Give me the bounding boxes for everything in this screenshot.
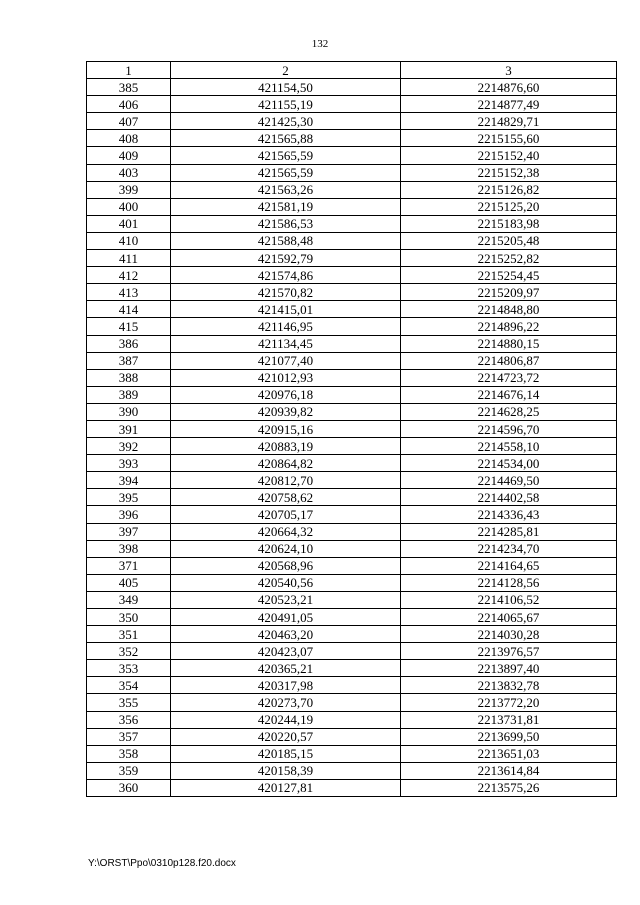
y-coordinate-cell: 2215126,82 <box>401 181 617 198</box>
x-coordinate-cell: 421146,95 <box>171 318 401 335</box>
point-number-cell: 349 <box>87 591 171 608</box>
x-coordinate-cell: 421586,53 <box>171 215 401 232</box>
point-number-cell: 401 <box>87 215 171 232</box>
y-coordinate-cell: 2214336,43 <box>401 506 617 523</box>
y-coordinate-cell: 2215183,98 <box>401 215 617 232</box>
y-coordinate-cell: 2214596,70 <box>401 420 617 437</box>
table-row <box>87 455 617 472</box>
point-number-cell: 353 <box>87 660 171 677</box>
point-number-cell: 411 <box>87 250 171 267</box>
x-coordinate-cell: 421581,19 <box>171 198 401 215</box>
x-coordinate-cell: 421415,01 <box>171 301 401 318</box>
x-coordinate-cell: 421012,93 <box>171 369 401 386</box>
x-coordinate-cell: 421592,79 <box>171 250 401 267</box>
table-row <box>87 523 617 540</box>
x-coordinate-cell: 420244,19 <box>171 711 401 728</box>
y-coordinate-cell: 2215254,45 <box>401 267 617 284</box>
table-row <box>87 386 617 403</box>
point-number-cell: 413 <box>87 284 171 301</box>
point-number-cell: 395 <box>87 489 171 506</box>
table-row <box>87 540 617 557</box>
column-header-3: 3 <box>401 62 617 79</box>
point-number-cell: 357 <box>87 728 171 745</box>
y-coordinate-cell: 2213897,40 <box>401 660 617 677</box>
table-row <box>87 489 617 506</box>
table-body <box>87 79 617 797</box>
table-row <box>87 779 617 796</box>
point-number-cell: 355 <box>87 694 171 711</box>
y-coordinate-cell: 2214877,49 <box>401 96 617 113</box>
point-number-cell: 390 <box>87 403 171 420</box>
x-coordinate-cell: 420864,82 <box>171 455 401 472</box>
column-header-2: 2 <box>171 62 401 79</box>
x-coordinate-cell: 420523,21 <box>171 591 401 608</box>
point-number-cell: 386 <box>87 335 171 352</box>
y-coordinate-cell: 2215252,82 <box>401 250 617 267</box>
y-coordinate-cell: 2214880,15 <box>401 335 617 352</box>
y-coordinate-cell: 2214829,71 <box>401 113 617 130</box>
y-coordinate-cell: 2214876,60 <box>401 79 617 96</box>
table-row <box>87 232 617 249</box>
table-row <box>87 284 617 301</box>
table-row <box>87 96 617 113</box>
point-number-cell: 414 <box>87 301 171 318</box>
table-row <box>87 352 617 369</box>
x-coordinate-cell: 421155,19 <box>171 96 401 113</box>
x-coordinate-cell: 420939,82 <box>171 403 401 420</box>
x-coordinate-cell: 420883,19 <box>171 438 401 455</box>
table-row <box>87 694 617 711</box>
y-coordinate-cell: 2214558,10 <box>401 438 617 455</box>
point-number-cell: 400 <box>87 198 171 215</box>
point-number-cell: 399 <box>87 181 171 198</box>
x-coordinate-cell: 420491,05 <box>171 609 401 626</box>
y-coordinate-cell: 2214896,22 <box>401 318 617 335</box>
y-coordinate-cell: 2214285,81 <box>401 523 617 540</box>
x-coordinate-cell: 421154,50 <box>171 79 401 96</box>
point-number-cell: 358 <box>87 745 171 762</box>
point-number-cell: 352 <box>87 643 171 660</box>
table-row <box>87 762 617 779</box>
point-number-cell: 354 <box>87 677 171 694</box>
table-row <box>87 745 617 762</box>
table-row <box>87 267 617 284</box>
x-coordinate-cell: 421425,30 <box>171 113 401 130</box>
table-row <box>87 643 617 660</box>
table-row <box>87 557 617 574</box>
point-number-cell: 351 <box>87 626 171 643</box>
y-coordinate-cell: 2214676,14 <box>401 386 617 403</box>
point-number-cell: 371 <box>87 557 171 574</box>
y-coordinate-cell: 2213699,50 <box>401 728 617 745</box>
point-number-cell: 388 <box>87 369 171 386</box>
y-coordinate-cell: 2214128,56 <box>401 574 617 591</box>
y-coordinate-cell: 2213731,81 <box>401 711 617 728</box>
x-coordinate-cell: 420185,15 <box>171 745 401 762</box>
point-number-cell: 410 <box>87 232 171 249</box>
x-coordinate-cell: 420664,32 <box>171 523 401 540</box>
x-coordinate-cell: 420540,56 <box>171 574 401 591</box>
x-coordinate-cell: 420463,20 <box>171 626 401 643</box>
point-number-cell: 360 <box>87 779 171 796</box>
x-coordinate-cell: 421134,45 <box>171 335 401 352</box>
table-row <box>87 506 617 523</box>
y-coordinate-cell: 2214402,58 <box>401 489 617 506</box>
table-row <box>87 318 617 335</box>
table-row <box>87 472 617 489</box>
x-coordinate-cell: 420976,18 <box>171 386 401 403</box>
y-coordinate-cell: 2213651,03 <box>401 745 617 762</box>
table-row <box>87 403 617 420</box>
y-coordinate-cell: 2215205,48 <box>401 232 617 249</box>
x-coordinate-cell: 420624,10 <box>171 540 401 557</box>
y-coordinate-cell: 2214164,65 <box>401 557 617 574</box>
table-row <box>87 728 617 745</box>
x-coordinate-cell: 420423,07 <box>171 643 401 660</box>
x-coordinate-cell: 421565,88 <box>171 130 401 147</box>
x-coordinate-cell: 421565,59 <box>171 164 401 181</box>
x-coordinate-cell: 421565,59 <box>171 147 401 164</box>
x-coordinate-cell: 420365,21 <box>171 660 401 677</box>
table-row <box>87 438 617 455</box>
y-coordinate-cell: 2213772,20 <box>401 694 617 711</box>
point-number-cell: 403 <box>87 164 171 181</box>
table-row <box>87 711 617 728</box>
y-coordinate-cell: 2213976,57 <box>401 643 617 660</box>
x-coordinate-cell: 420705,17 <box>171 506 401 523</box>
table-row <box>87 181 617 198</box>
table-row <box>87 79 617 96</box>
column-header-1: 1 <box>87 62 171 79</box>
x-coordinate-cell: 421563,26 <box>171 181 401 198</box>
table-row <box>87 335 617 352</box>
table-row <box>87 198 617 215</box>
y-coordinate-cell: 2213614,84 <box>401 762 617 779</box>
point-number-cell: 398 <box>87 540 171 557</box>
table-header-row <box>87 62 617 79</box>
point-number-cell: 391 <box>87 420 171 437</box>
x-coordinate-cell: 421570,82 <box>171 284 401 301</box>
table-row <box>87 626 617 643</box>
table-row <box>87 420 617 437</box>
y-coordinate-cell: 2213832,78 <box>401 677 617 694</box>
y-coordinate-cell: 2214848,80 <box>401 301 617 318</box>
point-number-cell: 394 <box>87 472 171 489</box>
x-coordinate-cell: 421588,48 <box>171 232 401 249</box>
table-row <box>87 250 617 267</box>
point-number-cell: 393 <box>87 455 171 472</box>
table-row <box>87 591 617 608</box>
table-row <box>87 369 617 386</box>
y-coordinate-cell: 2214030,28 <box>401 626 617 643</box>
x-coordinate-cell: 420273,70 <box>171 694 401 711</box>
point-number-cell: 409 <box>87 147 171 164</box>
footer-file-path: Y:\ORST\Ppo\0310p128.f20.docx <box>88 858 236 869</box>
y-coordinate-cell: 2214469,50 <box>401 472 617 489</box>
y-coordinate-cell: 2215209,97 <box>401 284 617 301</box>
y-coordinate-cell: 2214723,72 <box>401 369 617 386</box>
x-coordinate-cell: 420317,98 <box>171 677 401 694</box>
y-coordinate-cell: 2214234,70 <box>401 540 617 557</box>
table-row <box>87 147 617 164</box>
point-number-cell: 396 <box>87 506 171 523</box>
x-coordinate-cell: 421574,86 <box>171 267 401 284</box>
point-number-cell: 356 <box>87 711 171 728</box>
table-row <box>87 164 617 181</box>
table-row <box>87 574 617 591</box>
y-coordinate-cell: 2214806,87 <box>401 352 617 369</box>
point-number-cell: 412 <box>87 267 171 284</box>
table-row <box>87 113 617 130</box>
point-number-cell: 408 <box>87 130 171 147</box>
page-number: 132 <box>311 38 329 50</box>
table-row <box>87 301 617 318</box>
point-number-cell: 397 <box>87 523 171 540</box>
x-coordinate-cell: 420158,39 <box>171 762 401 779</box>
point-number-cell: 406 <box>87 96 171 113</box>
point-number-cell: 350 <box>87 609 171 626</box>
x-coordinate-cell: 420220,57 <box>171 728 401 745</box>
point-number-cell: 385 <box>87 79 171 96</box>
table-row <box>87 677 617 694</box>
table-row <box>87 660 617 677</box>
x-coordinate-cell: 420568,96 <box>171 557 401 574</box>
y-coordinate-cell: 2214628,25 <box>401 403 617 420</box>
y-coordinate-cell: 2215155,60 <box>401 130 617 147</box>
table-row <box>87 215 617 232</box>
point-number-cell: 387 <box>87 352 171 369</box>
y-coordinate-cell: 2215152,40 <box>401 147 617 164</box>
y-coordinate-cell: 2215152,38 <box>401 164 617 181</box>
x-coordinate-cell: 420812,70 <box>171 472 401 489</box>
y-coordinate-cell: 2214534,00 <box>401 455 617 472</box>
y-coordinate-cell: 2214065,67 <box>401 609 617 626</box>
y-coordinate-cell: 2213575,26 <box>401 779 617 796</box>
y-coordinate-cell: 2214106,52 <box>401 591 617 608</box>
point-number-cell: 415 <box>87 318 171 335</box>
x-coordinate-cell: 421077,40 <box>171 352 401 369</box>
coordinates-table <box>86 61 617 797</box>
y-coordinate-cell: 2215125,20 <box>401 198 617 215</box>
x-coordinate-cell: 420758,62 <box>171 489 401 506</box>
point-number-cell: 359 <box>87 762 171 779</box>
point-number-cell: 407 <box>87 113 171 130</box>
point-number-cell: 405 <box>87 574 171 591</box>
point-number-cell: 389 <box>87 386 171 403</box>
table-row <box>87 130 617 147</box>
table-row <box>87 609 617 626</box>
x-coordinate-cell: 420127,81 <box>171 779 401 796</box>
x-coordinate-cell: 420915,16 <box>171 420 401 437</box>
point-number-cell: 392 <box>87 438 171 455</box>
